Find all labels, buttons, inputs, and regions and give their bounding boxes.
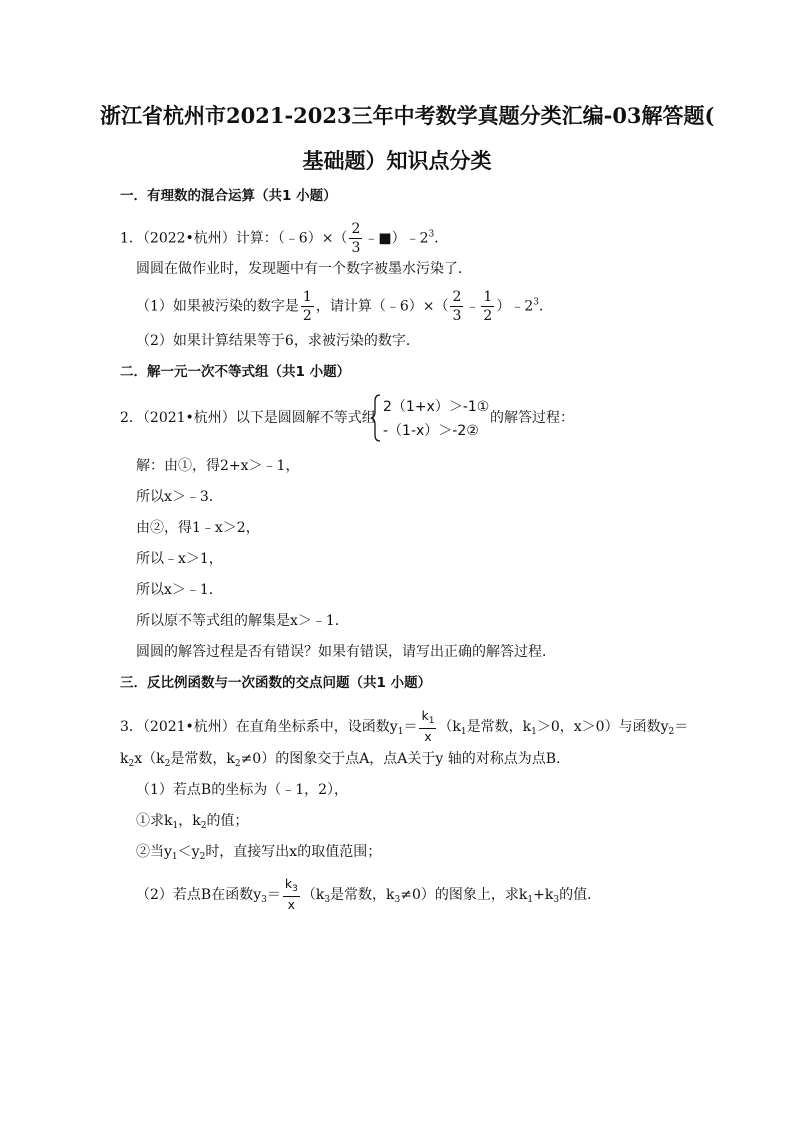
fraction: $\frac{1}{2}$: [483, 289, 493, 324]
question-1-text: 圆圆在做作业时，发现题中有一个数字被墨水污染了．: [136, 261, 472, 277]
inequality-row-1: 2（1+x）＞-1①: [383, 399, 490, 415]
fraction: $\frac{2}{3}$: [452, 289, 462, 324]
question-3-stem-line-2: $k_2x(k_2$是常数，$k_2\ne 0$）的图象交于点A，点A关于y 轴的对称点为点B．: [120, 751, 571, 769]
question-3-part-1-sub-2: ②当$y_1<y_2$时，直接写出x的取值范围；: [136, 844, 382, 862]
document-title-line2: 基础题）知识点分类: [302, 148, 492, 173]
section-heading-2: 二．解一元一次不等式组（共1 小题）: [120, 364, 351, 380]
section-heading-3: 三．反比例函数与一次函数的交点问题（共1 小题）: [120, 675, 432, 691]
question-2-stem-prefix: 2．（2021•杭州）以下是圆圆解不等式组: [120, 410, 376, 426]
question-3-part-1-sub-1: ①求$k_1$，$k_2$的值；: [136, 813, 249, 831]
solution-line-7: 圆圆的解答过程是否有错误？如果有错误，请写出正确的解答过程．: [136, 644, 556, 660]
fraction: $\frac{1}{2}$: [302, 289, 312, 324]
fraction: $\frac{k_3}{x}$: [284, 876, 298, 912]
section-heading-1: 一．有理数的混合运算（共1 小题）: [120, 188, 337, 204]
solution-line-3: 由②，得1﹣x＞2，: [136, 520, 260, 536]
document-title-line1: 浙江省杭州市2021-2023三年中考数学真题分类汇编-03解答题(: [100, 103, 715, 128]
fraction: $\frac{2}{3}$: [351, 221, 361, 256]
question-1-part-2: （2）如果计算结果等于6，求被污染的数字．: [136, 333, 420, 349]
left-brace: [370, 393, 382, 443]
question-3-part-1: （1）若点B的坐标为（﹣1，2），: [136, 782, 349, 798]
fraction: $\frac{k_1}{x}$: [421, 708, 435, 744]
question-2-stem-suffix: 的解答过程：: [490, 410, 574, 426]
inequality-row-2: -（1-x）＞-2②: [383, 423, 479, 439]
solution-line-5: 所以x＞﹣1．: [136, 582, 223, 598]
question-1-part-1: （1）如果被污染的数字是 $\frac{1}{2}$ ，请计算（﹣6）×（ $\frac{2}{3}$ ﹣ $\frac{1}{2}$ ）$﹣2^3$．: [136, 289, 553, 324]
solution-line-6: 所以原不等式组的解集是x＞﹣1．: [136, 613, 349, 629]
solution-line-1: 解：由①，得2+x＞﹣1，: [136, 458, 300, 474]
question-3-stem-line-1: 3．（2021•杭州）在直角坐标系中，设函数$y_1=$ $\frac{k_1}{x}$ （$k_1$是常数，$k_1>0$，x＞0）与函数$y_2=$: [120, 708, 689, 744]
question-1-stem: 1．（2022•杭州）计算：（﹣6）×（ $\frac{2}{3}$ $﹣■)﹣2^3$．: [120, 221, 449, 256]
question-3-part-2: （2）若点B在函数$y_3=$ $\frac{k_3}{x}$ （$k_3$是常数，$k_3\ne 0$）的图象上，求$k_1+k_3$的值．: [136, 876, 602, 912]
solution-line-4: 所以﹣x＞1，: [136, 551, 223, 567]
solution-line-2: 所以x＞﹣3．: [136, 489, 223, 505]
